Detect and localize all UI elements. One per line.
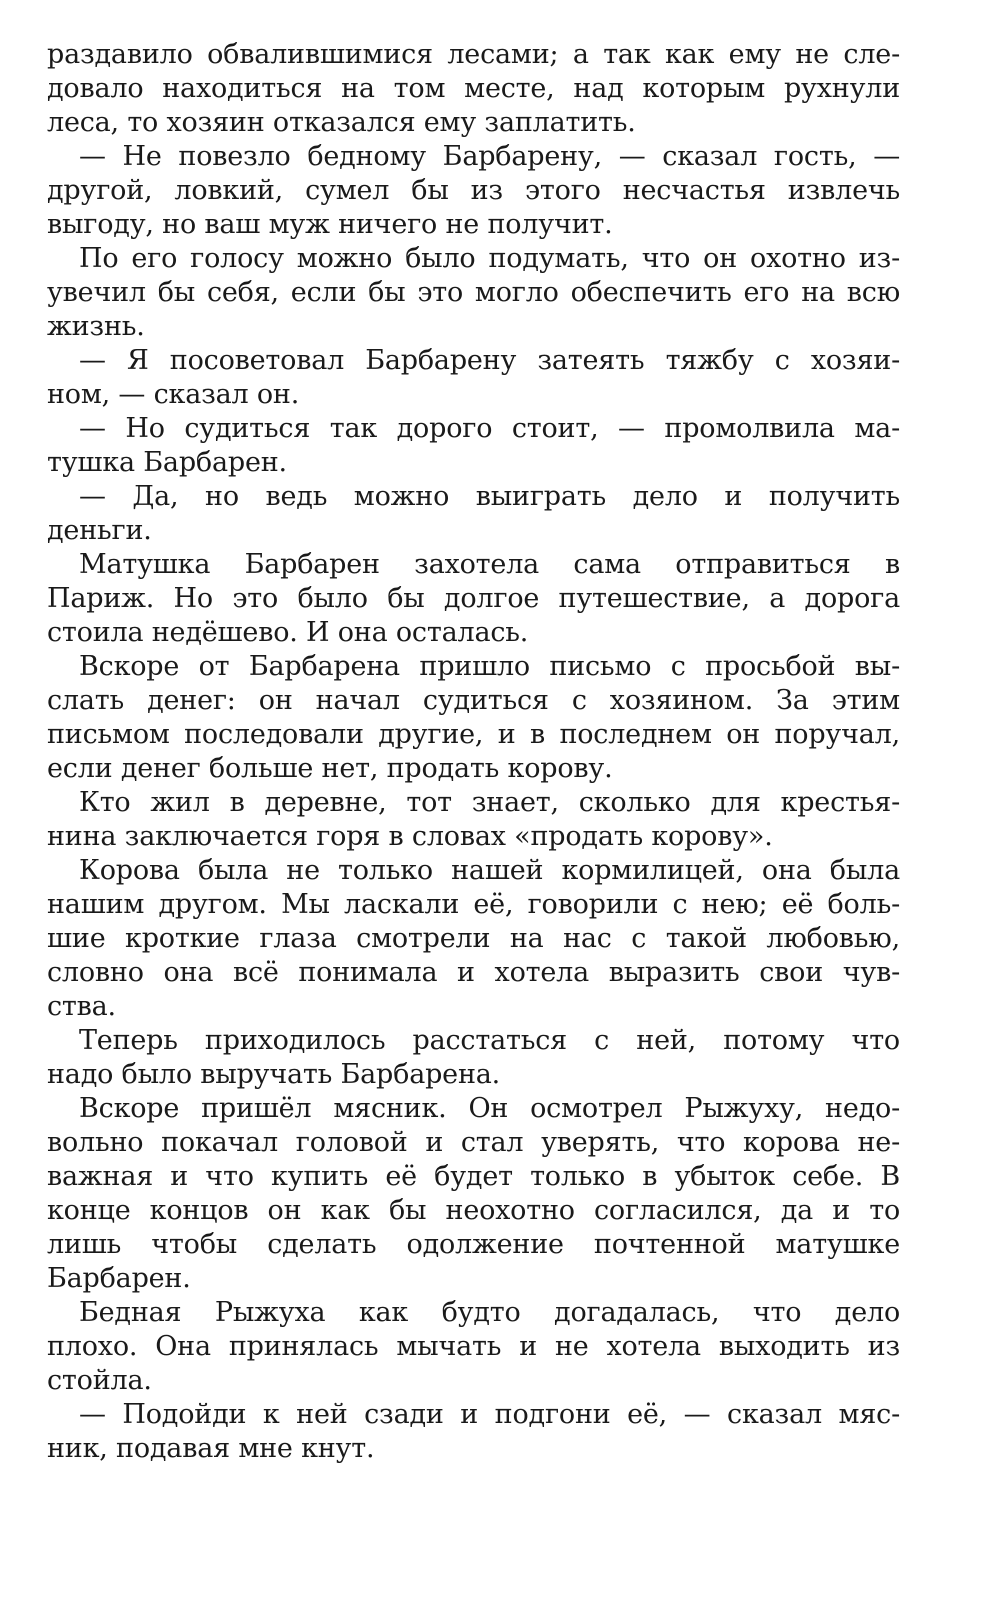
text-line: надо было выручать Барбарена. (47, 1059, 501, 1090)
text-line: Теперь приходилось расстаться с ней, потому что (79, 1025, 900, 1056)
text-line: выгоду, но ваш муж ничего не получит. (47, 209, 613, 240)
text-line: ном, — сказал он. (47, 379, 300, 410)
text-line: тушка Барбарен. (47, 447, 287, 478)
text-line: словно она всё понимала и хотела выразить свои чув- (47, 957, 900, 988)
text-line: увечил бы себя, если бы это могло обеспечить его на всю (47, 277, 900, 308)
text-line: нашим другом. Мы ласкали её, говорили с нею; её боль- (47, 889, 900, 920)
text-line: письмом последовали другие, и в последнем он поручал, (47, 719, 900, 750)
text-line: леса, то хозяин отказался ему заплатить. (47, 107, 636, 138)
text-line: лишь чтобы сделать одолжение почтенной матушке (47, 1229, 900, 1260)
text-line: раздавило обвалившимися лесами; а так как ему не сле- (47, 39, 900, 70)
text-line: конце концов он как бы неохотно согласился, да и то (47, 1195, 900, 1226)
text-line: стоила недёшево. И она осталась. (47, 617, 529, 648)
text-line: если денег больше нет, продать корову. (47, 753, 613, 784)
text-line: другой, ловкий, сумел бы из этого несчастья извлечь (47, 175, 900, 206)
text-line: плохо. Она принялась мычать и не хотела выходить из (47, 1331, 900, 1362)
text-line: — Я посоветовал Барбарену затеять тяжбу с хозяи- (79, 345, 900, 376)
text-line: ства. (47, 991, 116, 1022)
text-line: — Не повезло бедному Барбарену, — сказал гость, — (79, 141, 900, 172)
text-line: — Да, но ведь можно выиграть дело и получить (79, 481, 900, 512)
text-line: Корова была не только нашей кормилицей, она была (79, 855, 900, 886)
text-line: ник, подавая мне кнут. (47, 1433, 375, 1464)
text-line: — Но судиться так дорого стоит, — промолвила ма- (79, 413, 900, 444)
text-line: вольно покачал головой и стал уверять, что корова не- (47, 1127, 900, 1158)
text-line: важная и что купить её будет только в убыток себе. В (47, 1161, 900, 1192)
text-line: Вскоре от Барбарена пришло письмо с просьбой вы- (79, 651, 900, 682)
text-line: слать денег: он начал судиться с хозяином. За этим (47, 685, 900, 716)
text-line: довало находиться на том месте, над которым рухнули (47, 73, 900, 104)
book-page-text (47, 38, 900, 1466)
text-line: Барбарен. (47, 1263, 191, 1294)
text-line: Матушка Барбарен захотела сама отправиться в (79, 549, 900, 580)
text-line: стойла. (47, 1365, 152, 1396)
text-line: жизнь. (47, 311, 145, 342)
text-line: По его голосу можно было подумать, что он охотно из- (79, 243, 900, 274)
text-line: — Подойди к ней сзади и подгони её, — сказал мяс- (79, 1399, 900, 1430)
text-line: нина заключается горя в словах «продать корову». (47, 821, 773, 852)
text-line: Париж. Но это было бы долгое путешествие, а дорога (47, 583, 900, 614)
text-line: Кто жил в деревне, тот знает, сколько для крестья- (79, 787, 900, 818)
text-line: Вскоре пришёл мясник. Он осмотрел Рыжуху, недо- (79, 1093, 900, 1124)
text-line: шие кроткие глаза смотрели на нас с такой любовью, (47, 923, 900, 954)
text-line: деньги. (47, 515, 152, 546)
text-line: Бедная Рыжуха как будто догадалась, что дело (79, 1297, 900, 1328)
